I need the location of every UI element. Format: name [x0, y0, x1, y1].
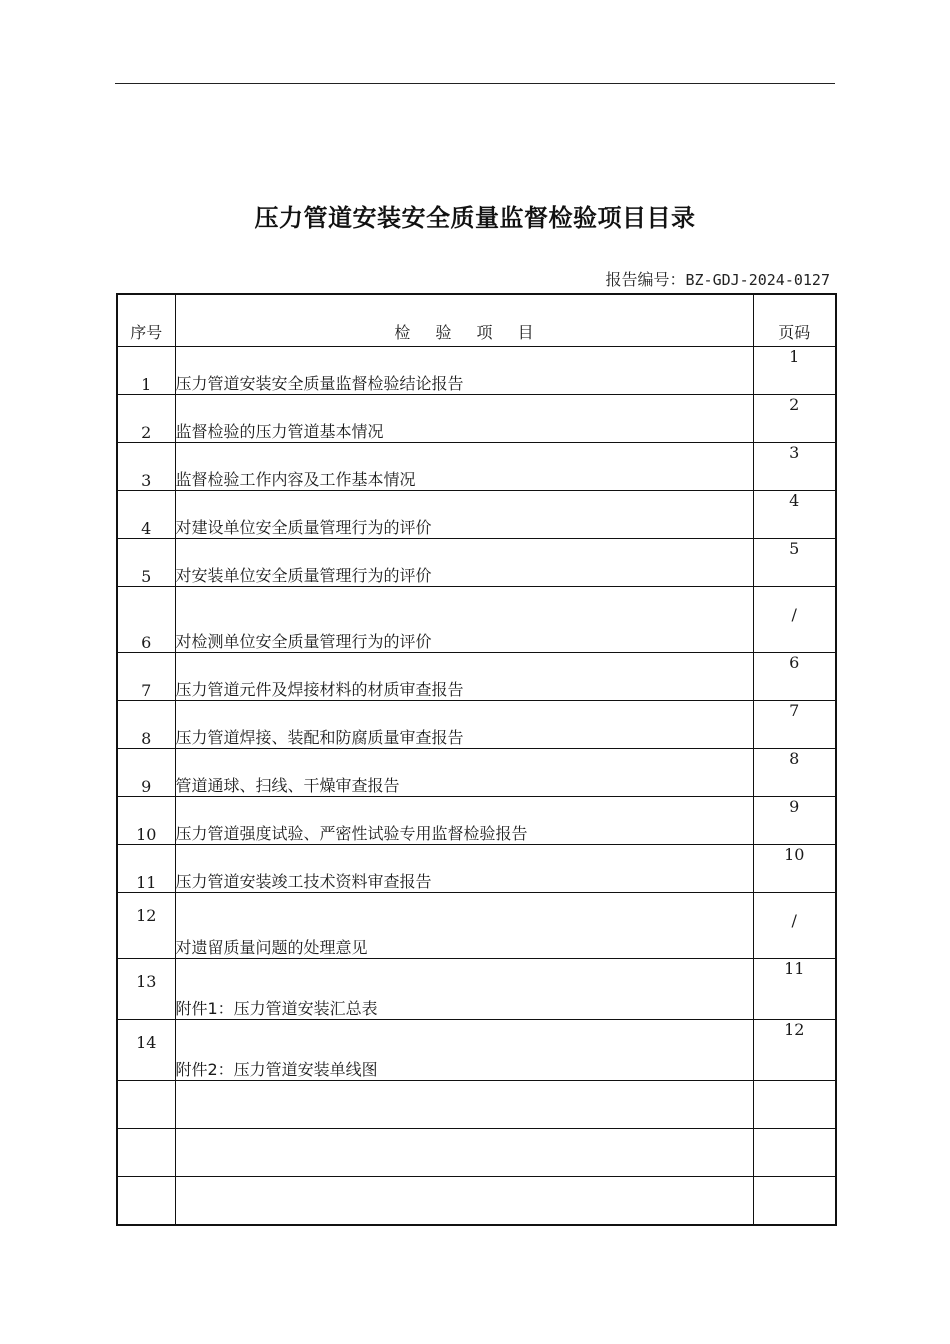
- header-item: 检 验 项 目: [175, 294, 753, 347]
- row-page: [753, 1081, 836, 1129]
- row-page: 5: [753, 539, 836, 587]
- table-row-empty: [117, 1177, 836, 1226]
- table-row: [117, 491, 836, 539]
- row-page: [753, 1129, 836, 1177]
- row-no: 4: [117, 491, 175, 539]
- row-item: 对检测单位安全质量管理行为的评价: [175, 587, 753, 653]
- report-number-label: 报告编号：: [605, 270, 686, 289]
- row-no: 9: [117, 749, 175, 797]
- row-no: 11: [117, 845, 175, 893]
- table-row: [117, 443, 836, 491]
- row-page: 3: [753, 443, 836, 491]
- row-no: 12: [117, 893, 175, 959]
- row-no: 10: [117, 797, 175, 845]
- row-item: 对遗留质量问题的处理意见: [175, 893, 753, 959]
- row-page: 4: [753, 491, 836, 539]
- row-item: 监督检验的压力管道基本情况: [175, 395, 753, 443]
- row-item: 对安装单位安全质量管理行为的评价: [175, 539, 753, 587]
- row-item: 压力管道焊接、装配和防腐质量审查报告: [175, 701, 753, 749]
- table-row: [117, 539, 836, 587]
- table-row: [117, 893, 836, 959]
- row-no: 14: [117, 1020, 175, 1081]
- header-page: 页码: [753, 294, 836, 347]
- table-row: [117, 701, 836, 749]
- row-item: 管道通球、扫线、干燥审查报告: [175, 749, 753, 797]
- row-no: 7: [117, 653, 175, 701]
- document-title: 压力管道安装安全质量监督检验项目目录: [254, 204, 696, 232]
- table-row: [117, 749, 836, 797]
- row-item: 对建设单位安全质量管理行为的评价: [175, 491, 753, 539]
- row-item: [175, 1177, 753, 1226]
- row-page: /: [753, 893, 836, 959]
- row-page: 7: [753, 701, 836, 749]
- row-page: /: [753, 587, 836, 653]
- table-row: [117, 1020, 836, 1081]
- row-item: 附件1：压力管道安装汇总表: [175, 959, 753, 1020]
- row-no: 13: [117, 959, 175, 1020]
- row-page: [753, 1177, 836, 1226]
- row-no: 8: [117, 701, 175, 749]
- row-item: [175, 1081, 753, 1129]
- row-page: 10: [753, 845, 836, 893]
- table-row-empty: [117, 1081, 836, 1129]
- row-page: 8: [753, 749, 836, 797]
- row-item: 压力管道强度试验、严密性试验专用监督检验报告: [175, 797, 753, 845]
- header-no: 序号: [117, 294, 175, 347]
- row-no: 5: [117, 539, 175, 587]
- table-row: [117, 959, 836, 1020]
- row-item: [175, 1129, 753, 1177]
- row-page: 12: [753, 1020, 836, 1081]
- row-item: 附件2：压力管道安装单线图: [175, 1020, 753, 1081]
- table-row: [117, 653, 836, 701]
- report-number-value: BZ-GDJ-2024-0127: [685, 271, 830, 289]
- table-row: [117, 587, 836, 653]
- table-row: [117, 845, 836, 893]
- row-item: 压力管道元件及焊接材料的材质审查报告: [175, 653, 753, 701]
- table-row: [117, 347, 836, 395]
- row-page: 11: [753, 959, 836, 1020]
- row-item: 监督检验工作内容及工作基本情况: [175, 443, 753, 491]
- header-rule: [115, 83, 835, 84]
- row-no: [117, 1129, 175, 1177]
- row-no: [117, 1177, 175, 1226]
- table-row: [117, 797, 836, 845]
- table-row: [117, 395, 836, 443]
- row-no: 1: [117, 347, 175, 395]
- table-row-empty: [117, 1129, 836, 1177]
- row-item: 压力管道安装竣工技术资料审查报告: [175, 845, 753, 893]
- row-page: 1: [753, 347, 836, 395]
- row-no: 2: [117, 395, 175, 443]
- toc-table: [116, 293, 837, 1226]
- row-page: 2: [753, 395, 836, 443]
- row-page: 9: [753, 797, 836, 845]
- row-item: 压力管道安装安全质量监督检验结论报告: [175, 347, 753, 395]
- row-page: 6: [753, 653, 836, 701]
- table-header-row: [117, 294, 836, 347]
- row-no: [117, 1081, 175, 1129]
- row-no: 3: [117, 443, 175, 491]
- row-no: 6: [117, 587, 175, 653]
- report-number: [605, 267, 830, 290]
